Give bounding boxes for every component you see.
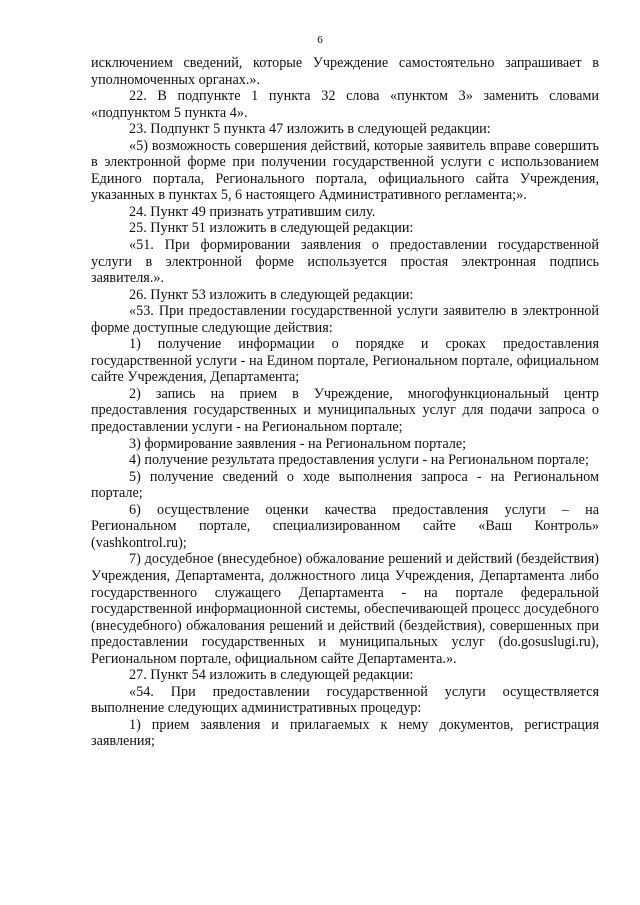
paragraph: «53. При предоставлении государственной услуги заявителю в электронной форме доступные следующие действия: [91, 303, 599, 336]
paragraph: 4) получение результата предоставления услуги - на Региональном портале; [129, 452, 589, 469]
paragraph: 22. В подпункте 1 пункта 32 слова «пунктом 3» заменить словами «подпунктом 5 пункта 4». [91, 88, 599, 121]
paragraph: 24. Пункт 49 признать утратившим силу. [129, 203, 376, 220]
paragraph: 27. Пункт 54 изложить в следующей редакции: [129, 667, 414, 684]
paragraph: 1) получение информации о порядке и сроках предоставления государственной услуги - на Едином портале, Региональном портале, официальном сайте Учреждения, Департамента; [91, 336, 599, 386]
document-body [91, 55, 599, 750]
paragraph: 6) осуществление оценки качества предоставления услуги – на Региональном портале, специализированном сайте «Ваш Контроль» (vashkontrol.ru); [91, 501, 599, 551]
page-number: 6 [317, 34, 323, 46]
paragraph: «51. При формировании заявления о предоставлении государственной услуги в электронной форме используется простая электронная подпись заявителя.». [91, 237, 599, 287]
paragraph: 5) получение сведений о ходе выполнения запроса - на Региональном портале; [91, 468, 599, 502]
paragraph: 3) формирование заявления - на Региональном портале; [129, 435, 467, 452]
paragraph: 2) запись на прием в Учреждение, многофункциональный центр предоставления государственных и муниципальных услуг для подачи запроса о предоставлении услуги - на Региональном портале; [91, 385, 599, 436]
paragraph: 23. Подпункт 5 пункта 47 изложить в следующей редакции: [129, 121, 491, 138]
paragraph: «54. При предоставлении государственной услуги осуществляется выполнение следующих административных процедур: [91, 683, 599, 717]
paragraph: 25. Пункт 51 изложить в следующей редакции: [129, 220, 414, 237]
paragraph: исключением сведений, которые Учреждение самостоятельно запрашивает в уполномоченных органах.». [91, 55, 599, 88]
paragraph: «5) возможность совершения действий, которые заявитель вправе совершить в электронной форме при получении государственной услуги с использованием Единого портала, Регионального портала, официального сайта Учреждения, указанных в пунктах 5, 6 настоящего Административного регламента;». [91, 137, 599, 204]
paragraph: 7) досудебное (внесудебное) обжалование решений и действий (бездействия) Учреждения, Департамента, должностного лица Учреждения, Департамента либо государственного служащего Департамента - на портале федеральной государственной информационной системы, обеспечивающей процесс досудебного (внесудебного) обжалования решений и действий (бездействия), совершенных при предоставлении государственных и муниципальных услуг (do.gosuslugi.ru), Региональном портале, официальном сайте Департамента.». [91, 551, 599, 667]
paragraph: 1) прием заявления и прилагаемых к нему документов, регистрация заявления; [91, 716, 599, 750]
paragraph: 26. Пункт 53 изложить в следующей редакции: [129, 286, 414, 303]
